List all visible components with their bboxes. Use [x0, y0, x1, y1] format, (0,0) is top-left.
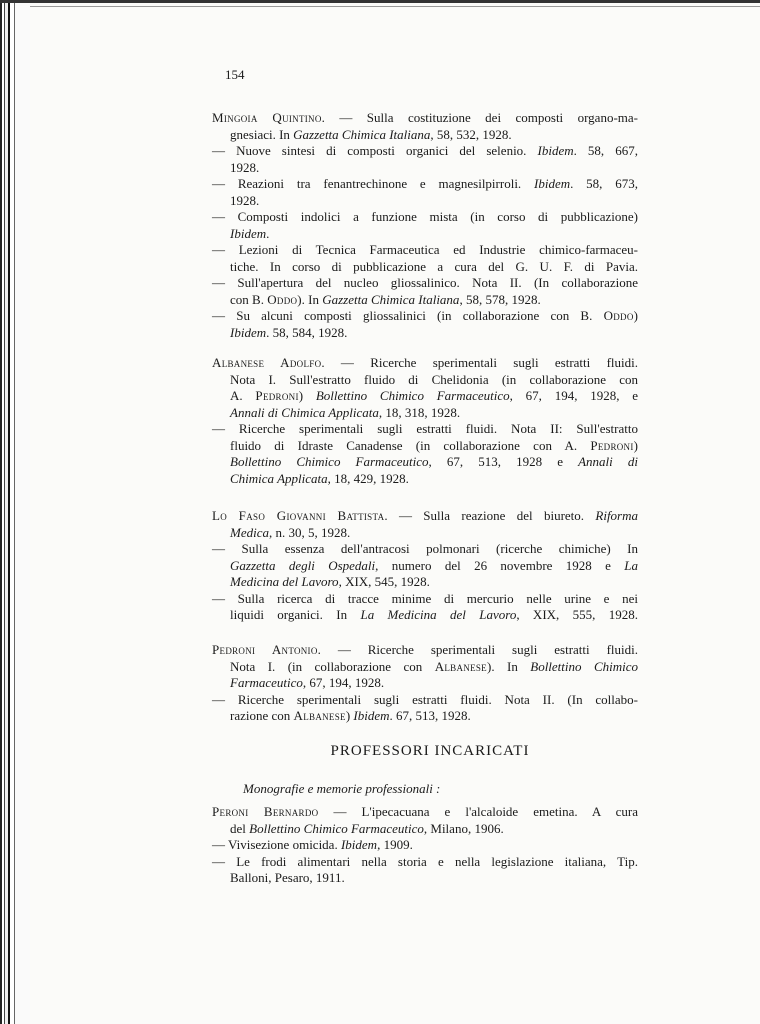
entry-continuation-line — [230, 160, 259, 175]
italic-title: La Medicina del Lavoro — [360, 607, 517, 622]
italic-title: Gazzetta Chimica Italiana — [293, 126, 431, 142]
entry-item-line — [212, 854, 638, 869]
text-segment: . — Ricerche sperimentali sugli estratti fluidi. — [317, 642, 638, 657]
entry-continuation-line — [230, 659, 638, 674]
author-name: Albanese — [434, 658, 487, 674]
text-segment: A. — [230, 388, 256, 403]
text-segment: , 18, 318, 1928. — [378, 404, 461, 420]
text-segment: — Lezioni di Tecnica Farmaceutica ed Industrie chimico-farmaceu- — [212, 242, 638, 257]
italic-title: Ibidem — [230, 324, 267, 340]
italic-title: Ibidem — [534, 176, 571, 191]
text-segment: — Sull'apertura del nucleo gliossalinico. Nota II. (In collaborazione — [212, 275, 638, 290]
text-segment: tiche. In corso di pubblicazione a cura del G. U. F. di Pavia. — [230, 258, 638, 274]
text-segment: gnesiaci. In — [230, 126, 294, 142]
entry-item-line — [212, 209, 638, 224]
text-segment: — Le frodi alimentari nella storia e nella legislazione italiana, Tip. — [212, 853, 638, 869]
text-segment: Balloni, Pesaro, 1911. — [230, 870, 345, 885]
author-name: Pedroni Antonio — [212, 642, 318, 657]
text-segment: , 58, 578, 1928. — [459, 291, 541, 307]
entry-author-line — [212, 804, 638, 819]
text-segment: . 67, 513, 1928. — [389, 708, 471, 723]
text-segment: — Sulla ricerca di tracce minime di mercurio nelle urine e nei — [212, 590, 638, 606]
text-segment: , n. 30, 5, 1928. — [268, 524, 351, 540]
text-segment: . — [266, 225, 270, 241]
text-segment: — Su alcuni composti gliossalinici (in collaborazione con B. — [212, 308, 604, 323]
entry-continuation-line — [230, 372, 638, 387]
text-segment: , Milano, 1906. — [423, 820, 504, 836]
entry-item-line — [212, 275, 638, 290]
author-name: Albanese — [293, 708, 346, 723]
entry-continuation-line — [230, 388, 638, 403]
text-segment: , XIX, 555, 1928. — [516, 607, 639, 622]
italic-title: Bollettino Chimico Farmaceutico — [249, 820, 424, 836]
entry-continuation-line — [230, 405, 460, 420]
entry-item-line — [212, 692, 638, 707]
entry-continuation-line — [230, 325, 347, 340]
italic-title: Medicina del Lavoro — [230, 574, 339, 589]
text-segment: — Ricerche sperimentali sugli estratti fluidi. Nota II: Sull'estratto — [212, 421, 638, 436]
text-segment: — Nuove sintesi di composti organici del selenio. — [212, 143, 538, 158]
italic-title: Annali di — [578, 454, 638, 469]
italic-title: Chimica Applicata — [230, 470, 328, 486]
entry-continuation-line — [230, 193, 259, 208]
author-name: Albanese Adolfo — [212, 355, 322, 370]
entry-continuation-line — [230, 226, 269, 241]
text-segment: 1928. — [230, 159, 260, 175]
italic-title: Ibidem — [340, 837, 378, 852]
subheading: Monografie e memorie professionali : — [243, 781, 441, 796]
entry-continuation-line — [230, 675, 384, 690]
text-segment: . — Ricerche sperimentali sugli estratti fluidi. — [321, 355, 638, 370]
text-segment: . — Sulla reazione del biureto. — [384, 508, 596, 523]
text-segment: con B. — [230, 291, 268, 307]
text-segment: , numero del 26 novembre 1928 e — [375, 557, 625, 573]
text-segment: Nota I. (in collaborazione con — [230, 658, 435, 674]
entry-continuation-line — [230, 574, 430, 589]
text-segment: . 58, 667, — [573, 143, 638, 158]
text-segment: ) — [298, 388, 316, 403]
scan-top-edge — [0, 0, 760, 3]
italic-title: Bollettino Chimico Farmaceutico — [230, 454, 429, 469]
italic-title: Gazzetta degli Ospedali — [230, 557, 376, 573]
section-heading: PROFESSORI INCARICATI — [330, 743, 530, 759]
entry-author-line — [212, 642, 638, 657]
text-segment: 1928. — [230, 192, 260, 208]
entry-item-line — [212, 837, 413, 852]
text-segment: del — [230, 820, 250, 836]
text-segment: — Ricerche sperimentali sugli estratti fluidi. Nota II. (In collabo- — [212, 691, 638, 707]
italic-title: Annali di Chimica Applicata — [230, 404, 379, 420]
text-segment: ) — [633, 308, 638, 323]
italic-title: Riforma — [595, 508, 639, 523]
author-name: Peroni Bernardo — [212, 804, 319, 819]
entry-author-line — [212, 110, 638, 125]
entry-item-line — [212, 176, 638, 191]
entry-continuation-line — [230, 525, 350, 540]
text-segment: , 58, 532, 1928. — [430, 126, 512, 142]
entry-continuation-line — [230, 607, 638, 622]
text-segment: ) — [345, 708, 354, 723]
italic-title: Bollettino Chimico — [530, 658, 638, 674]
text-segment: . 58, 584, 1928. — [266, 324, 348, 340]
italic-title: Ibidem — [230, 225, 267, 241]
author-name: Lo Faso Giovanni Battista — [212, 508, 385, 523]
italic-title: Ibidem — [353, 708, 390, 723]
page-number: 154 — [225, 67, 245, 82]
entry-item-line — [212, 242, 638, 257]
author-name: Pedroni — [590, 437, 634, 453]
author-name: Pedroni — [255, 388, 299, 403]
italic-title: Gazzetta Chimica Italiana — [322, 291, 460, 307]
italic-title: Bollettino Chimico Farmaceutico — [315, 388, 510, 403]
entry-item-line — [212, 308, 638, 323]
entry-author-line — [212, 355, 638, 370]
text-segment: — Reazioni tra fenantrechinone e magnesilpirroli. — [212, 176, 534, 191]
text-segment: liquidi organici. In — [230, 607, 361, 622]
author-name: Mingoia Quintino — [212, 110, 322, 125]
text-segment: — Sulla essenza dell'antracosi polmonari (ricerche chimiche) In — [212, 541, 638, 556]
italic-title: La — [624, 557, 638, 573]
author-name: Oddo — [603, 308, 634, 323]
entry-continuation-line — [230, 292, 541, 307]
entry-item-line — [212, 541, 638, 556]
entry-continuation-line — [230, 127, 512, 142]
entry-continuation-line — [230, 708, 471, 723]
scan-top-rule — [30, 6, 760, 7]
entry-continuation-line — [230, 438, 638, 453]
entry-continuation-line — [230, 471, 409, 486]
italic-title: Medica — [230, 524, 269, 540]
text-segment: Nota I. Sull'estratto fluido di Chelidonia (in collaborazione con — [230, 371, 638, 387]
entry-continuation-line — [230, 454, 638, 469]
text-segment: , 1909. — [377, 837, 413, 852]
text-segment: razione con — [230, 708, 294, 723]
text-segment: . — Sulla costituzione dei composti organo-ma- — [321, 110, 638, 125]
italic-title: Ibidem — [537, 143, 574, 158]
entry-continuation-line — [230, 558, 638, 573]
text-segment: fluido di Idraste Canadense (in collaborazione con A. — [230, 437, 591, 453]
italic-title: Farmaceutico — [230, 675, 303, 690]
text-segment: ) — [633, 437, 638, 453]
text-segment: — Vivisezione omicida. — [212, 837, 341, 852]
text-segment: ). In — [486, 658, 531, 674]
entry-continuation-line — [230, 870, 345, 885]
text-segment: , 67, 194, 1928. — [302, 675, 385, 690]
entry-item-line — [212, 591, 638, 606]
entry-continuation-line — [230, 821, 504, 836]
text-segment: . 58, 673, — [570, 176, 638, 191]
entry-item-line — [212, 421, 638, 436]
text-segment: — Composti indolici a funzione mista (in corso di pubblicazione) — [212, 209, 638, 224]
entry-continuation-line — [230, 259, 638, 274]
text-segment: , XIX, 545, 1928. — [338, 574, 430, 589]
text-segment: — L'ipecacuana e l'alcaloide emetina. A cura — [318, 804, 639, 819]
text-segment: ). In — [297, 291, 323, 307]
scan-binding-edge — [0, 0, 30, 1024]
author-name: Oddo — [267, 291, 298, 307]
text-segment: , 18, 429, 1928. — [327, 470, 409, 486]
entry-item-line — [212, 143, 638, 158]
text-segment: , 67, 513, 1928 e — [428, 454, 579, 469]
entry-author-line — [212, 508, 638, 523]
text-segment: , 67, 194, 1928, e — [509, 388, 639, 403]
